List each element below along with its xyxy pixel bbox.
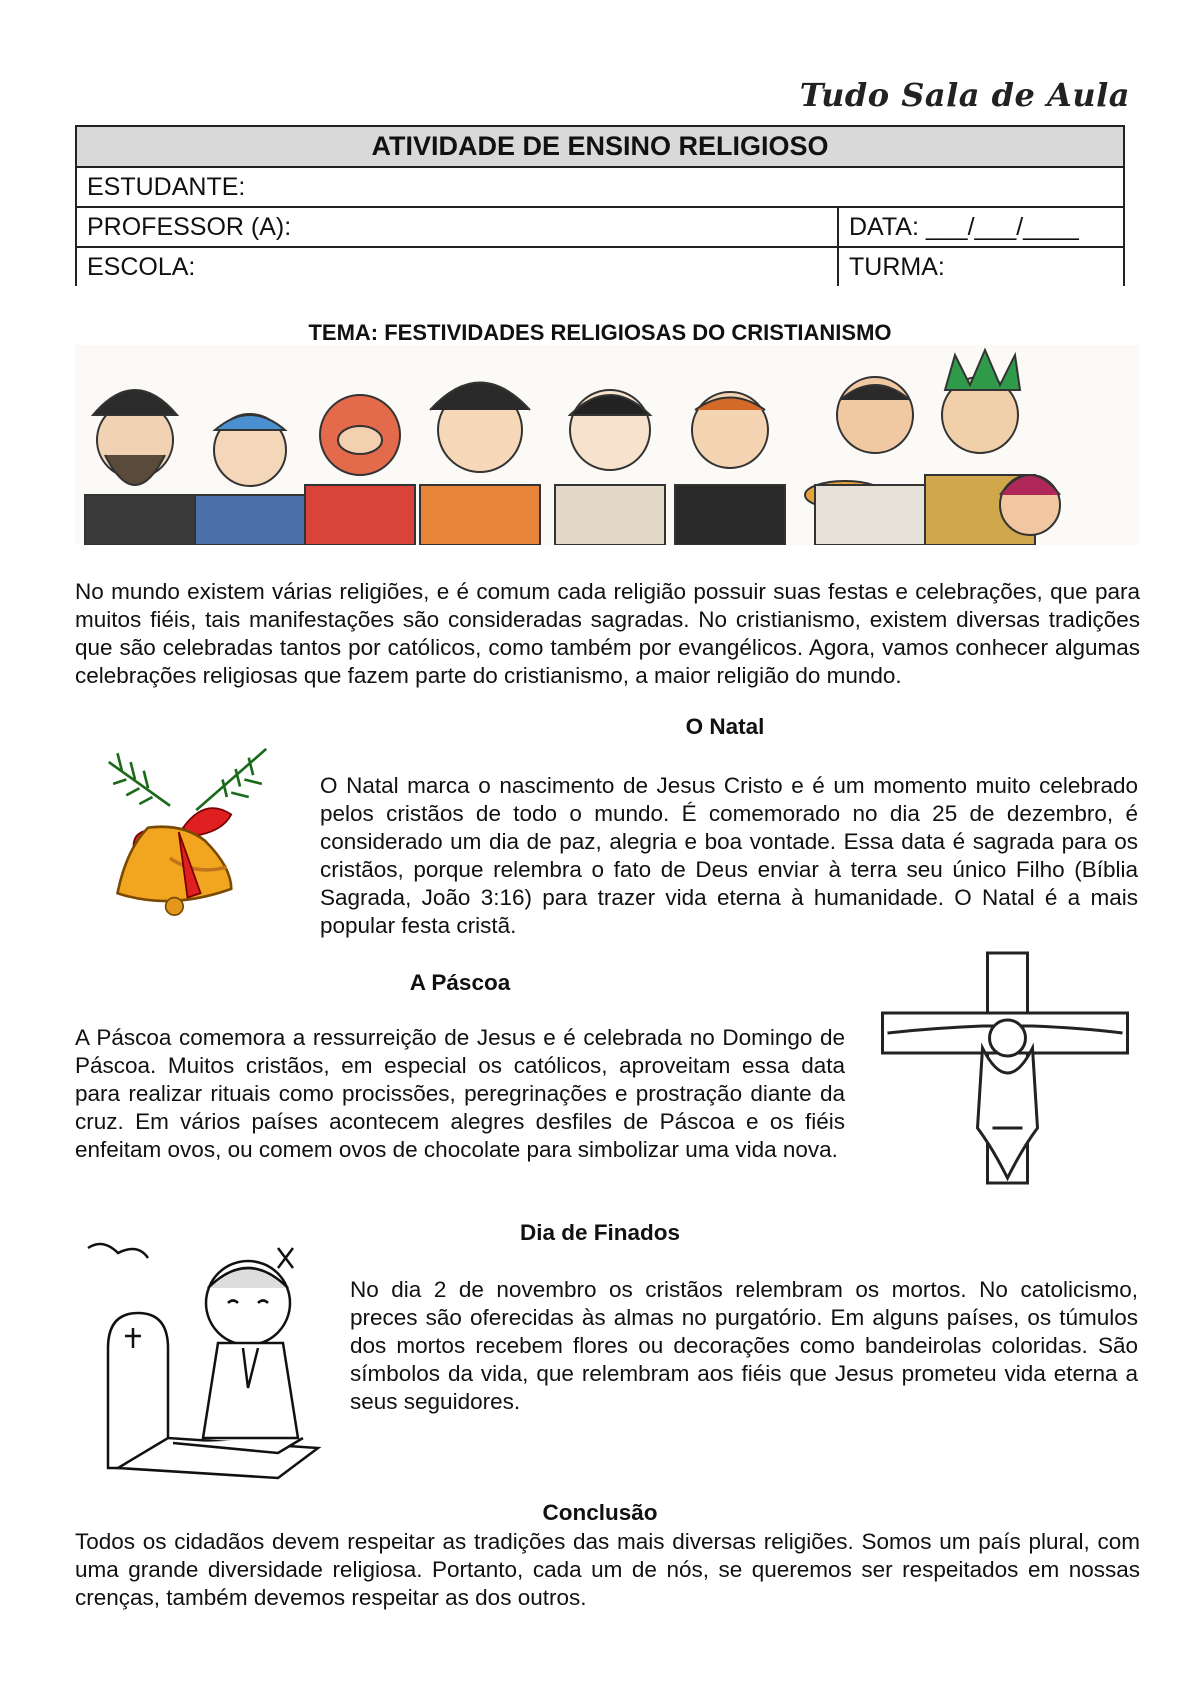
conclusao-title: Conclusão — [542, 1500, 658, 1525]
crucifix-icon — [870, 948, 1135, 1188]
finados-title: Dia de Finados — [519, 1220, 681, 1245]
people-banner-illustration — [75, 345, 1140, 545]
student-field[interactable]: ESTUDANTE: — [76, 167, 1124, 207]
finados-paragraph: No dia 2 de novembro os cristãos relembram os mortos. No catolicismo, preces são oferecidas às almas no purgatório. Em alguns países, os túmulos dos mortos recebem flores ou decorações como bandeirolas coloridas. São símbolos da vida, que relembram aos fiéis que Jesus prometeu vida eterna a seus seguidores. — [350, 1277, 1138, 1414]
class-field[interactable]: TURMA: — [838, 247, 1124, 286]
theme-heading: TEMA: FESTIVIDADES RELIGIOSAS DO CRISTIANISMO — [308, 320, 892, 345]
date-field[interactable]: DATA: ___/___/____ — [838, 207, 1124, 247]
praying-child-grave-illustration — [78, 1238, 348, 1498]
header-table — [75, 125, 1125, 286]
pascoa-title: A Páscoa — [409, 970, 511, 995]
natal-title: O Natal — [685, 714, 765, 739]
christmas-bell-icon — [100, 732, 275, 932]
school-field[interactable]: ESCOLA: — [76, 247, 838, 286]
natal-paragraph: O Natal marca o nascimento de Jesus Cristo e é um momento muito celebrado pelos cristãos de todo o mundo. É comemorado no dia 25 de dezembro, é considerado um dia de paz, alegria e boa vontade. Essa data é sagrada para os cristãos, porque relembra o fato de Deus enviar à terra seu único Filho (Bíblia Sagrada, João 3:16) para trazer vida eterna à humanidade. O Natal é a mais popular festa cristã. — [320, 773, 1138, 938]
intro-paragraph: No mundo existem várias religiões, e é comum cada religião possuir suas festas e celebrações, que para muitos fiéis, tais manifestações são consideradas sagradas. No cristianismo, existem diversas tradições que são celebradas tantos por católicos, como também por evangélicos. Agora, vamos conhecer algumas celebrações religiosas que fazem parte do cristianismo, a maior religião do mundo. — [75, 579, 1140, 688]
activity-title: ATIVIDADE DE ENSINO RELIGIOSO — [76, 126, 1124, 167]
teacher-field[interactable]: PROFESSOR (A): — [76, 207, 838, 247]
conclusao-paragraph: Todos os cidadãos devem respeitar as tradições das mais diversas religiões. Somos um país plural, com uma grande diversidade religiosa. Portanto, cada um de nós, se queremos ser respeitados em nossas crenças, também devemos respeitar as dos outros. — [75, 1529, 1140, 1610]
pascoa-paragraph: A Páscoa comemora a ressurreição de Jesus e é celebrada no Domingo de Páscoa. Muitos cristãos, em especial os católicos, aproveitam essa data para realizar rituais como procissões, peregrinações e prostração diante da cruz. Em vários países acontecem alegres desfiles de Páscoa e os fiéis enfeitam ovos, ou comem ovos de chocolate para simbolizar uma vida nova. — [75, 1025, 845, 1162]
brand-logo: Tudo Sala de Aula — [799, 76, 1130, 114]
